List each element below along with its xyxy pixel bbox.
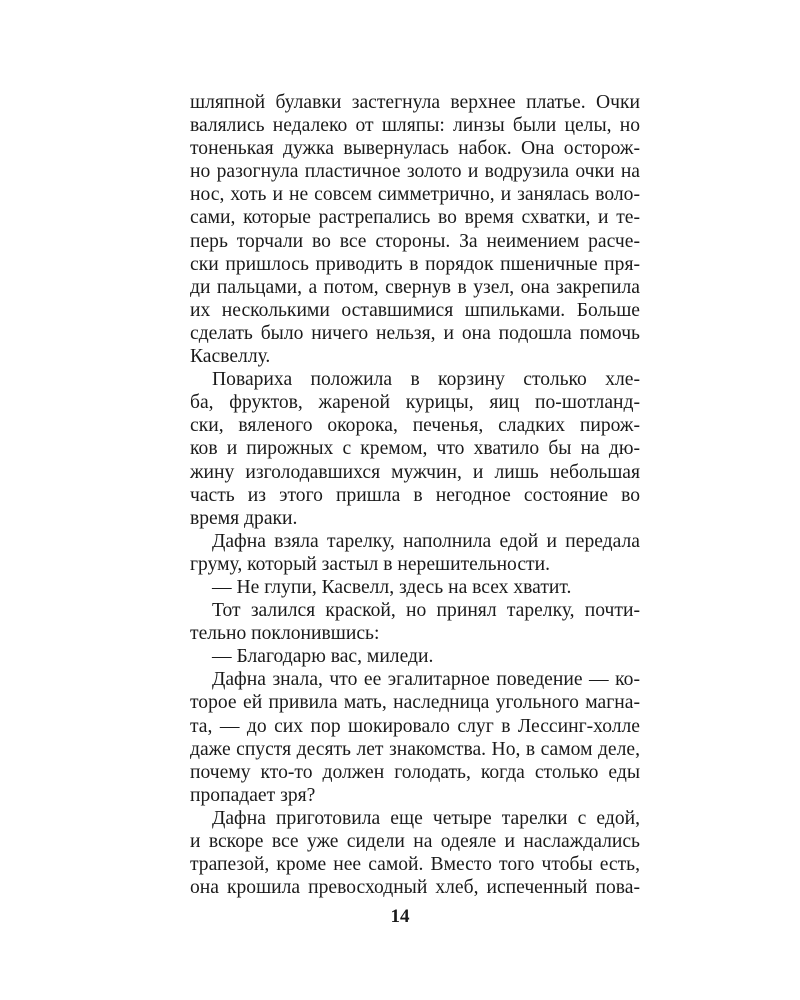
text-line: Дафна приготовила еще четыре тарелки с едой, bbox=[212, 807, 640, 829]
text-line: трапезой, кроме нее самой. Вместо того чтобы есть, bbox=[190, 854, 640, 876]
text-line: сделать было ничего нельзя, и она подошла помочь bbox=[190, 322, 640, 344]
text-line: часть из этого пришла в негодное состояние во bbox=[190, 484, 640, 506]
text-line: — Не глупи, Касвелл, здесь на всех хватит. bbox=[212, 576, 572, 598]
text-line: ски пришлось приводить в порядок пшеничные пря- bbox=[190, 253, 640, 275]
text-line: ди пальцами, а потом, свернув в узел, она закрепила bbox=[190, 276, 640, 298]
text-line: тоненькая дужка вывернулась набок. Она осторож- bbox=[190, 138, 640, 160]
text-line: Дафна знала, что ее эгалитарное поведение — ко- bbox=[212, 669, 640, 691]
text-line: сами, которые растрепались во время схватки, и те- bbox=[190, 207, 640, 229]
page-number: 14 bbox=[390, 906, 410, 927]
text-line: груму, который застыл в нерешительности. bbox=[190, 553, 550, 575]
text-line: Тот залился краской, но принял тарелку, почти- bbox=[212, 600, 640, 622]
text-line: она крошила превосходный хлеб, испеченный пова- bbox=[190, 877, 640, 899]
text-line: но разогнула пластичное золото и водрузила очки на bbox=[190, 161, 640, 183]
text-line: Дафна взяла тарелку, наполнила едой и передала bbox=[212, 530, 640, 552]
text-line: ски, вяленого окорока, печенья, сладких пирож- bbox=[190, 415, 640, 437]
text-line: их несколькими оставшимися шпильками. Больше bbox=[190, 299, 640, 321]
text-line: почему кто-то должен голодать, когда столько еды bbox=[190, 761, 640, 783]
body-text bbox=[190, 91, 640, 899]
text-line: ков и пирожных с кремом, что хватило бы на дю- bbox=[190, 438, 640, 460]
text-line: пропадает зря? bbox=[190, 784, 316, 806]
text-line: торое ей привила мать, наследница угольного магна- bbox=[190, 692, 640, 714]
text-line: та, — до сих пор шокировало слуг в Лессинг-холле bbox=[190, 715, 640, 737]
text-line: — Благодарю вас, миледи. bbox=[212, 646, 434, 668]
text-line: тельно поклонившись: bbox=[190, 623, 380, 645]
text-line: время драки. bbox=[190, 507, 298, 529]
text-line: валялись недалеко от шляпы: линзы были целы, но bbox=[190, 115, 640, 137]
text-line: нос, хоть и не совсем симметрично, и занялась воло- bbox=[190, 184, 640, 206]
text-line: и вскоре все уже сидели на одеяле и наслаждались bbox=[190, 831, 640, 852]
text-line: Повариха положила в корзину столько хле- bbox=[212, 369, 640, 391]
text-line: шляпной булавки застегнула верхнее платье. Очки bbox=[190, 92, 640, 113]
text-line: Касвеллу. bbox=[190, 346, 271, 368]
text-line: даже спустя десять лет знакомства. Но, в самом деле, bbox=[190, 738, 640, 760]
text-line: жину изголодавшихся мужчин, и лишь небольшая bbox=[190, 461, 640, 483]
text-line: ба, фруктов, жареной курицы, яиц по-шотланд- bbox=[190, 392, 640, 414]
text-line: перь торчали во все стороны. За неимением расче- bbox=[190, 230, 640, 252]
